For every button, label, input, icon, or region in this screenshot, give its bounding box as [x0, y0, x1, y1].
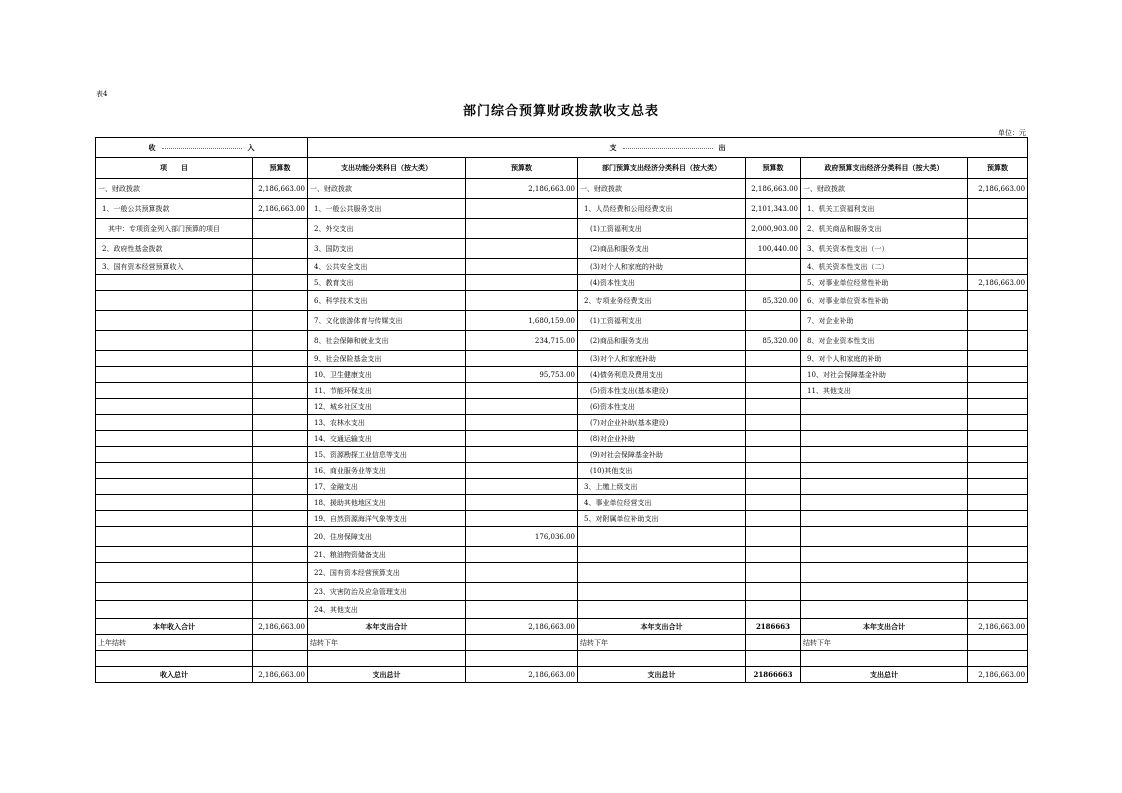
dept-econ-amount-cell — [746, 431, 801, 447]
func-item-cell: 19、自然资源海洋气象等支出 — [308, 511, 466, 527]
table-row — [96, 527, 1028, 547]
gov-econ-item-cell — [801, 511, 968, 527]
income-item-cell — [96, 383, 253, 399]
dept-econ-amount-cell: 85,320.00 — [746, 331, 801, 351]
income-amount-cell — [253, 511, 308, 527]
gov-econ-amount-cell — [968, 547, 1028, 563]
gov-econ-amount-cell — [968, 239, 1028, 259]
gov-econ-amount-cell — [968, 259, 1028, 275]
income-amount-cell — [253, 367, 308, 383]
dept-econ-amount-cell: 2,101,343.00 — [746, 199, 801, 219]
dept-econ-item-cell: (5)资本性支出(基本建设) — [578, 383, 746, 399]
func-amount-cell — [466, 463, 578, 479]
dept-econ-amount-cell — [746, 583, 801, 601]
func-item-cell: 一、财政拨款 — [308, 179, 466, 199]
column-header-row — [96, 158, 1028, 179]
dept-econ-item-cell: 结转下年 — [578, 635, 746, 651]
gov-econ-amount-cell: 2,186,663.00 — [968, 275, 1028, 291]
func-amount-cell: 2,186,663.00 — [466, 667, 578, 683]
dept-econ-item-cell: (8)对企业补助 — [578, 431, 746, 447]
gov-econ-item-cell: 支出总计 — [801, 667, 968, 683]
unit-label: 单位：元 — [998, 129, 1026, 137]
func-item-cell: 6、科学技术支出 — [308, 291, 466, 311]
gov-econ-amount-cell — [968, 383, 1028, 399]
dept-econ-item-cell: (2)商品和服务支出 — [578, 239, 746, 259]
dept-econ-amount-cell — [746, 259, 801, 275]
income-item-cell — [96, 415, 253, 431]
col-header-gov-econ: 政府预算支出经济分类科目（按大类） — [801, 158, 968, 179]
gov-econ-item-cell: 7、对企业补助 — [801, 311, 968, 331]
table-row — [96, 563, 1028, 583]
dept-econ-item-cell — [578, 527, 746, 547]
dept-econ-amount-cell — [746, 399, 801, 415]
func-item-cell: 4、公共安全支出 — [308, 259, 466, 275]
table-row — [96, 415, 1028, 431]
func-item-cell: 2、外交支出 — [308, 219, 466, 239]
func-amount-cell — [466, 601, 578, 619]
table-row — [96, 239, 1028, 259]
budget-table — [95, 137, 1028, 683]
income-amount-cell — [253, 547, 308, 563]
gov-econ-amount-cell — [968, 351, 1028, 367]
func-item-cell: 8、社会保障和就业支出 — [308, 331, 466, 351]
func-item-cell: 10、卫生健康支出 — [308, 367, 466, 383]
gov-econ-item-cell — [801, 651, 968, 667]
table-row — [96, 331, 1028, 351]
dept-econ-amount-cell — [746, 563, 801, 583]
dept-econ-amount-cell — [746, 547, 801, 563]
income-amount-cell — [253, 601, 308, 619]
dept-econ-item-cell: 支出总计 — [578, 667, 746, 683]
table-row — [96, 495, 1028, 511]
dept-econ-item-cell: (1)工资福利支出 — [578, 219, 746, 239]
income-item-cell — [96, 563, 253, 583]
blank-row — [96, 651, 1028, 667]
dept-econ-amount-cell: 100,440.00 — [746, 239, 801, 259]
func-amount-cell — [466, 199, 578, 219]
func-item-cell: 1、一般公共服务支出 — [308, 199, 466, 219]
table-row — [96, 259, 1028, 275]
func-item-cell: 9、社会保险基金支出 — [308, 351, 466, 367]
gov-econ-item-cell — [801, 563, 968, 583]
gov-econ-amount-cell — [968, 463, 1028, 479]
func-item-cell: 21、粮油物资储备支出 — [308, 547, 466, 563]
income-amount-cell — [253, 635, 308, 651]
dept-econ-item-cell: (4)资本性支出 — [578, 275, 746, 291]
dept-econ-amount-cell — [746, 275, 801, 291]
table-row — [96, 547, 1028, 563]
gov-econ-item-cell — [801, 415, 968, 431]
table-row — [96, 399, 1028, 415]
func-amount-cell — [466, 415, 578, 431]
table-row — [96, 199, 1028, 219]
gov-econ-amount-cell — [968, 219, 1028, 239]
dept-econ-amount-cell — [746, 463, 801, 479]
gov-econ-amount-cell — [968, 367, 1028, 383]
gov-econ-item-cell — [801, 547, 968, 563]
income-amount-cell — [253, 431, 308, 447]
dept-econ-item-cell: 本年支出合计 — [578, 619, 746, 635]
income-item-cell — [96, 511, 253, 527]
income-item-cell: 一、财政拨款 — [96, 179, 253, 199]
func-amount-cell — [466, 495, 578, 511]
income-item-cell: 1、一般公共预算拨款 — [96, 199, 253, 219]
income-item-cell: 其中：专项资金列入部门预算的项目 — [96, 219, 253, 239]
gov-econ-item-cell — [801, 583, 968, 601]
gov-econ-amount-cell — [968, 431, 1028, 447]
table-row — [96, 275, 1028, 291]
dept-econ-item-cell: 3、上缴上级支出 — [578, 479, 746, 495]
income-amount-cell — [253, 291, 308, 311]
dept-econ-item-cell: 4、事业单位经营支出 — [578, 495, 746, 511]
income-amount-cell — [253, 275, 308, 291]
gov-econ-item-cell: 4、机关资本性支出（二） — [801, 259, 968, 275]
gov-econ-amount-cell: 2,186,663.00 — [968, 179, 1028, 199]
gov-econ-amount-cell — [968, 601, 1028, 619]
table-row — [96, 351, 1028, 367]
func-amount-cell — [466, 351, 578, 367]
income-amount-cell — [253, 351, 308, 367]
dept-econ-item-cell: 5、对附属单位补助支出 — [578, 511, 746, 527]
dept-econ-item-cell — [578, 547, 746, 563]
gov-econ-item-cell: 结转下年 — [801, 635, 968, 651]
table-row — [96, 383, 1028, 399]
income-item-cell — [96, 651, 253, 667]
gov-econ-item-cell: 3、机关资本性支出（一） — [801, 239, 968, 259]
gov-econ-item-cell — [801, 431, 968, 447]
dept-econ-item-cell: (3)对个人和家庭补助 — [578, 351, 746, 367]
func-item-cell: 本年支出合计 — [308, 619, 466, 635]
income-item-cell — [96, 351, 253, 367]
func-amount-cell: 1,680,159.00 — [466, 311, 578, 331]
income-item-cell — [96, 291, 253, 311]
income-item-cell — [96, 547, 253, 563]
func-amount-cell — [466, 563, 578, 583]
table-row — [96, 511, 1028, 527]
income-amount-cell — [253, 447, 308, 463]
income-amount-cell — [253, 583, 308, 601]
gov-econ-item-cell: 10、对社会保障基金补助 — [801, 367, 968, 383]
func-item-cell: 15、资源勘探工业信息等支出 — [308, 447, 466, 463]
func-item-cell: 11、节能环保支出 — [308, 383, 466, 399]
income-item-cell — [96, 275, 253, 291]
gov-econ-amount-cell — [968, 199, 1028, 219]
dept-econ-amount-cell: 85,320.00 — [746, 291, 801, 311]
dept-econ-amount-cell: 2,186,663.00 — [746, 179, 801, 199]
gov-econ-item-cell: 本年支出合计 — [801, 619, 968, 635]
dept-econ-amount-cell — [746, 311, 801, 331]
dept-econ-amount-cell — [746, 511, 801, 527]
dept-econ-amount-cell — [746, 527, 801, 547]
gov-econ-amount-cell — [968, 583, 1028, 601]
func-amount-cell — [466, 399, 578, 415]
income-amount-cell — [253, 415, 308, 431]
gov-econ-item-cell — [801, 495, 968, 511]
gov-econ-item-cell: 2、机关商品和服务支出 — [801, 219, 968, 239]
func-amount-cell — [466, 547, 578, 563]
dept-econ-item-cell — [578, 601, 746, 619]
table-row — [96, 583, 1028, 601]
table-row — [96, 219, 1028, 239]
gov-econ-item-cell — [801, 447, 968, 463]
gov-econ-amount-cell — [968, 495, 1028, 511]
func-item-cell: 7、文化旅游体育与传媒支出 — [308, 311, 466, 331]
dept-econ-amount-cell: 21866663 — [746, 667, 801, 683]
gov-econ-item-cell — [801, 463, 968, 479]
dept-econ-item-cell: 1、人员经费和公用经费支出 — [578, 199, 746, 219]
income-item-cell: 2、政府性基金拨款 — [96, 239, 253, 259]
func-amount-cell — [466, 239, 578, 259]
gov-econ-amount-cell — [968, 447, 1028, 463]
gov-econ-amount-cell — [968, 479, 1028, 495]
income-item-cell — [96, 431, 253, 447]
func-item-cell: 13、农林水支出 — [308, 415, 466, 431]
gov-econ-item-cell: 6、对事业单位资本性补助 — [801, 291, 968, 311]
func-item-cell: 22、国有资本经营预算支出 — [308, 563, 466, 583]
func-amount-cell: 234,715.00 — [466, 331, 578, 351]
income-item-cell — [96, 495, 253, 511]
col-header-item: 项 目 — [96, 158, 253, 179]
dept-econ-amount-cell — [746, 367, 801, 383]
gov-econ-amount-cell — [968, 635, 1028, 651]
dept-econ-item-cell: 一、财政拨款 — [578, 179, 746, 199]
gov-econ-amount-cell — [968, 399, 1028, 415]
gov-econ-amount-cell — [968, 311, 1028, 331]
func-amount-cell — [466, 291, 578, 311]
income-item-cell — [96, 311, 253, 331]
gov-econ-item-cell: 9、对个人和家庭的补助 — [801, 351, 968, 367]
page-title: 部门综合预算财政拨款收支总表 — [462, 104, 659, 119]
dept-econ-item-cell: (10)其他支出 — [578, 463, 746, 479]
gov-econ-amount-cell — [968, 331, 1028, 351]
func-item-cell: 23、灾害防治及应急管理支出 — [308, 583, 466, 601]
gov-econ-item-cell: 一、财政拨款 — [801, 179, 968, 199]
total-row — [96, 619, 1028, 635]
func-amount-cell — [466, 479, 578, 495]
dept-econ-item-cell: (1)工资福利支出 — [578, 311, 746, 331]
func-amount-cell — [466, 447, 578, 463]
table-row — [96, 479, 1028, 495]
dept-econ-item-cell: (6)资本性支出 — [578, 399, 746, 415]
dept-econ-item-cell: (3)对个人和家庭的补助 — [578, 259, 746, 275]
dept-econ-item-cell: (7)对企业补助(基本建设) — [578, 415, 746, 431]
income-item-cell — [96, 601, 253, 619]
dept-econ-item-cell — [578, 563, 746, 583]
income-amount-cell — [253, 479, 308, 495]
gov-econ-amount-cell — [968, 563, 1028, 583]
income-amount-cell: 2,186,663.00 — [253, 179, 308, 199]
func-item-cell — [308, 651, 466, 667]
income-item-cell — [96, 447, 253, 463]
func-amount-cell — [466, 511, 578, 527]
dept-econ-amount-cell — [746, 651, 801, 667]
income-amount-cell: 2,186,663.00 — [253, 199, 308, 219]
col-header-budget: 预算数 — [253, 158, 308, 179]
income-item-cell: 上年结转 — [96, 635, 253, 651]
dept-econ-item-cell: (4)债务利息及费用支出 — [578, 367, 746, 383]
gov-econ-amount-cell — [968, 651, 1028, 667]
income-amount-cell: 2,186,663.00 — [253, 667, 308, 683]
func-amount-cell — [466, 275, 578, 291]
dept-econ-amount-cell — [746, 383, 801, 399]
income-item-cell — [96, 399, 253, 415]
income-amount-cell — [253, 331, 308, 351]
income-item-cell — [96, 527, 253, 547]
func-item-cell: 14、交通运输支出 — [308, 431, 466, 447]
func-item-cell: 17、金融支出 — [308, 479, 466, 495]
func-item-cell: 结转下年 — [308, 635, 466, 651]
dept-econ-amount-cell — [746, 601, 801, 619]
func-amount-cell: 176,036.00 — [466, 527, 578, 547]
dept-econ-item-cell: 2、专项业务经费支出 — [578, 291, 746, 311]
dept-econ-item-cell — [578, 651, 746, 667]
table-row — [96, 447, 1028, 463]
income-item-cell — [96, 331, 253, 351]
func-amount-cell: 2,186,663.00 — [466, 179, 578, 199]
dept-econ-item-cell: (9)对社会保障基金补助 — [578, 447, 746, 463]
carry-row — [96, 635, 1028, 651]
income-amount-cell — [253, 383, 308, 399]
dept-econ-amount-cell — [746, 447, 801, 463]
table-row — [96, 601, 1028, 619]
table-row — [96, 291, 1028, 311]
gov-econ-item-cell — [801, 527, 968, 547]
col-header-budget: 预算数 — [968, 158, 1028, 179]
income-item-cell: 3、国有资本经营预算收入 — [96, 259, 253, 275]
income-item-cell — [96, 463, 253, 479]
func-amount-cell — [466, 635, 578, 651]
gov-econ-item-cell — [801, 601, 968, 619]
income-item-cell: 本年收入合计 — [96, 619, 253, 635]
func-item-cell: 20、住房保障支出 — [308, 527, 466, 547]
dept-econ-amount-cell: 2186663 — [746, 619, 801, 635]
income-amount-cell — [253, 495, 308, 511]
gov-econ-amount-cell: 2,186,663.00 — [968, 667, 1028, 683]
dept-econ-item-cell: (2)商品和服务支出 — [578, 331, 746, 351]
gov-econ-amount-cell — [968, 527, 1028, 547]
func-item-cell: 3、国防支出 — [308, 239, 466, 259]
income-amount-cell — [253, 399, 308, 415]
income-amount-cell: 2,186,663.00 — [253, 619, 308, 635]
income-amount-cell — [253, 463, 308, 479]
income-amount-cell — [253, 311, 308, 331]
income-section-header: 收 入 — [96, 138, 308, 158]
dept-econ-amount-cell — [746, 479, 801, 495]
gov-econ-amount-cell — [968, 511, 1028, 527]
income-item-cell — [96, 479, 253, 495]
table-row — [96, 367, 1028, 383]
gov-econ-item-cell — [801, 479, 968, 495]
func-item-cell: 12、城乡社区支出 — [308, 399, 466, 415]
col-header-dept-econ: 部门预算支出经济分类科目（按大类） — [578, 158, 746, 179]
func-amount-cell — [466, 219, 578, 239]
grand-total-row — [96, 667, 1028, 683]
income-item-cell — [96, 583, 253, 601]
gov-econ-amount-cell — [968, 415, 1028, 431]
gov-econ-item-cell: 8、对企业资本性支出 — [801, 331, 968, 351]
dept-econ-amount-cell — [746, 415, 801, 431]
gov-econ-item-cell: 11、其他支出 — [801, 383, 968, 399]
dept-econ-item-cell — [578, 583, 746, 601]
gov-econ-amount-cell — [968, 291, 1028, 311]
section-header-row — [96, 138, 1028, 158]
income-item-cell: 收入总计 — [96, 667, 253, 683]
table-row — [96, 311, 1028, 331]
gov-econ-item-cell: 5、对事业单位经常性补助 — [801, 275, 968, 291]
income-amount-cell — [253, 527, 308, 547]
dept-econ-amount-cell — [746, 495, 801, 511]
table-row — [96, 463, 1028, 479]
col-header-func: 支出功能分类科目（按大类） — [308, 158, 466, 179]
income-amount-cell — [253, 563, 308, 583]
func-amount-cell — [466, 259, 578, 275]
dept-econ-amount-cell: 2,000,903.00 — [746, 219, 801, 239]
table-row — [96, 179, 1028, 199]
col-header-budget: 预算数 — [466, 158, 578, 179]
table-number: 表4 — [96, 90, 108, 98]
income-amount-cell — [253, 651, 308, 667]
func-item-cell: 18、援助其他地区支出 — [308, 495, 466, 511]
func-amount-cell — [466, 383, 578, 399]
dept-econ-amount-cell — [746, 635, 801, 651]
func-amount-cell — [466, 431, 578, 447]
income-amount-cell — [253, 259, 308, 275]
func-item-cell: 5、教育支出 — [308, 275, 466, 291]
func-amount-cell — [466, 651, 578, 667]
func-amount-cell: 2,186,663.00 — [466, 619, 578, 635]
expense-section-header: 支 出 — [308, 138, 1028, 158]
gov-econ-amount-cell: 2,186,663.00 — [968, 619, 1028, 635]
func-item-cell: 16、商业服务业等支出 — [308, 463, 466, 479]
func-item-cell: 支出总计 — [308, 667, 466, 683]
func-item-cell: 24、其他支出 — [308, 601, 466, 619]
gov-econ-item-cell: 1、机关工资福利支出 — [801, 199, 968, 219]
func-amount-cell — [466, 583, 578, 601]
table-row — [96, 431, 1028, 447]
income-amount-cell — [253, 239, 308, 259]
dept-econ-amount-cell — [746, 351, 801, 367]
gov-econ-item-cell — [801, 399, 968, 415]
income-amount-cell — [253, 219, 308, 239]
col-header-budget: 预算数 — [746, 158, 801, 179]
func-amount-cell: 95,753.00 — [466, 367, 578, 383]
income-item-cell — [96, 367, 253, 383]
